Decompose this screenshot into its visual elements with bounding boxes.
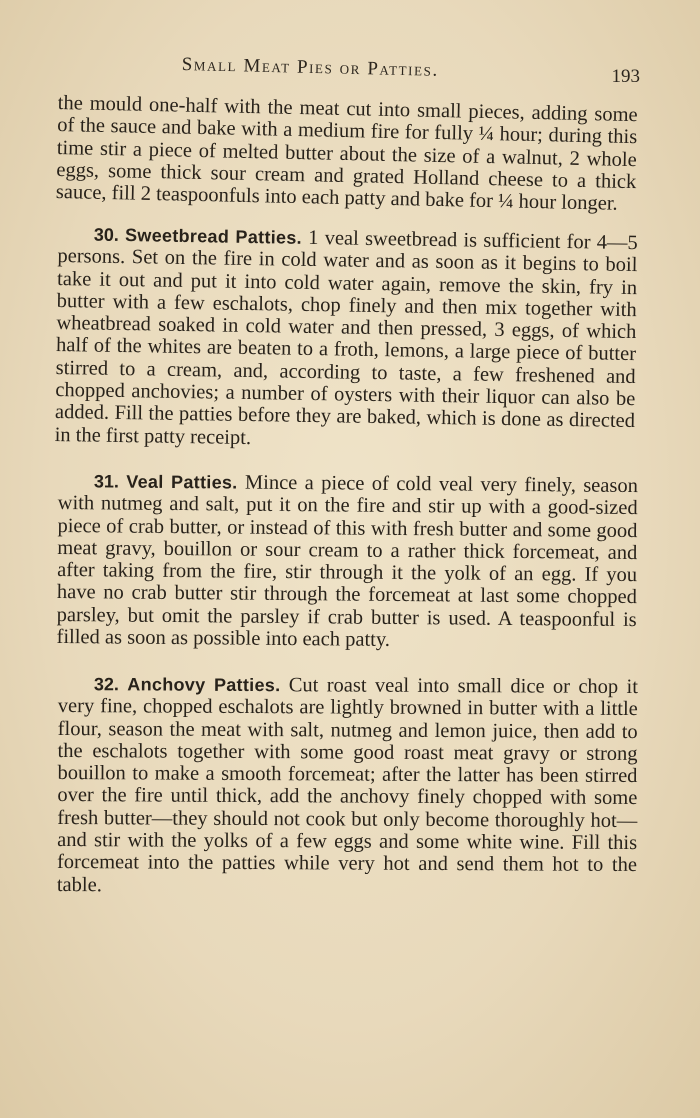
recipe-title: Sweetbread Patties. xyxy=(124,225,303,249)
recipe-number: 32. xyxy=(93,674,120,695)
recipe-text: 1 veal sweetbread is sufficient for 4—5 persons. Set on the fire in cold water and as soon as it begins to boil take it out and put it into cold water again, remove the skin, fry in butter with a few eschalots, chop finely and then mix together with wheatbread soaked in cold water and then pressed, 3 eggs, of which half of the whites are beaten to a froth, lemons, a large piece of butter stirred to a cream, and, according to taste, a few freshened and chopped anchovies; a number of oysters with their liquor can also be added. Fill the patties before they are baked, which is done as directed in the first patty receipt. xyxy=(54,227,638,450)
page-header xyxy=(150,54,640,87)
recipe-text: Cut roast veal into small dice or chop it very fine, chopped eschalots are lightly browned in butter with a little flour, season the meat with salt, nutmeg and lemon juice, then add to the eschalots together with some good roast meat gravy or strong bouillon to make a smooth forcemeat; after the latter has been stirred over the fire until thick, add the anchovy finely chopped with some fresh butter—they should not cook but only become thoroughly hot—and stir with the yolks of a few eggs and some white wine. Fill this forcemeat into the patties while very hot and send them hot to the table. xyxy=(56,674,638,896)
page-number: 193 xyxy=(611,66,640,87)
recipe-30 xyxy=(54,223,637,455)
continuation-paragraph: the mould one-half with the meat cut into small pieces, adding some of the sauce and bake with a medium fire for fully ¼ hour; during this time stir a piece of melted butter about the size of a walnut, 2 whole eggs, some thick sour cream and grated Holland cheese to a thick sauce, fill 2 teaspoonfuls into each patty and bake for ¼ hour longer. xyxy=(55,92,638,215)
recipe-number: 30. xyxy=(93,225,120,246)
running-title: Small Meat Pies or Patties. xyxy=(181,54,440,81)
recipe-32 xyxy=(57,673,638,899)
recipe-title: Anchovy Patties. xyxy=(127,674,281,695)
page-body xyxy=(54,92,639,896)
recipe-text: Mince a piece of cold veal very finely, season with nutmeg and salt, put it on the fire and stir up with a good-sized piece of crab butter, or instead of this with fresh butter and some good meat gravy, bouillon or sour cream to a rather thick forcemeat, and after taking from the fire, stir through it the yolk of an egg. If you have no crab butter stir through the forcemeat at last some chopped parsley, but omit the parsley if crab butter is used. A teaspoonful is filled as soon as possible into each patty. xyxy=(56,472,639,652)
recipe-31 xyxy=(56,470,638,653)
recipe-title: Veal Patties. xyxy=(126,472,238,494)
recipe-number: 31. xyxy=(93,471,120,492)
